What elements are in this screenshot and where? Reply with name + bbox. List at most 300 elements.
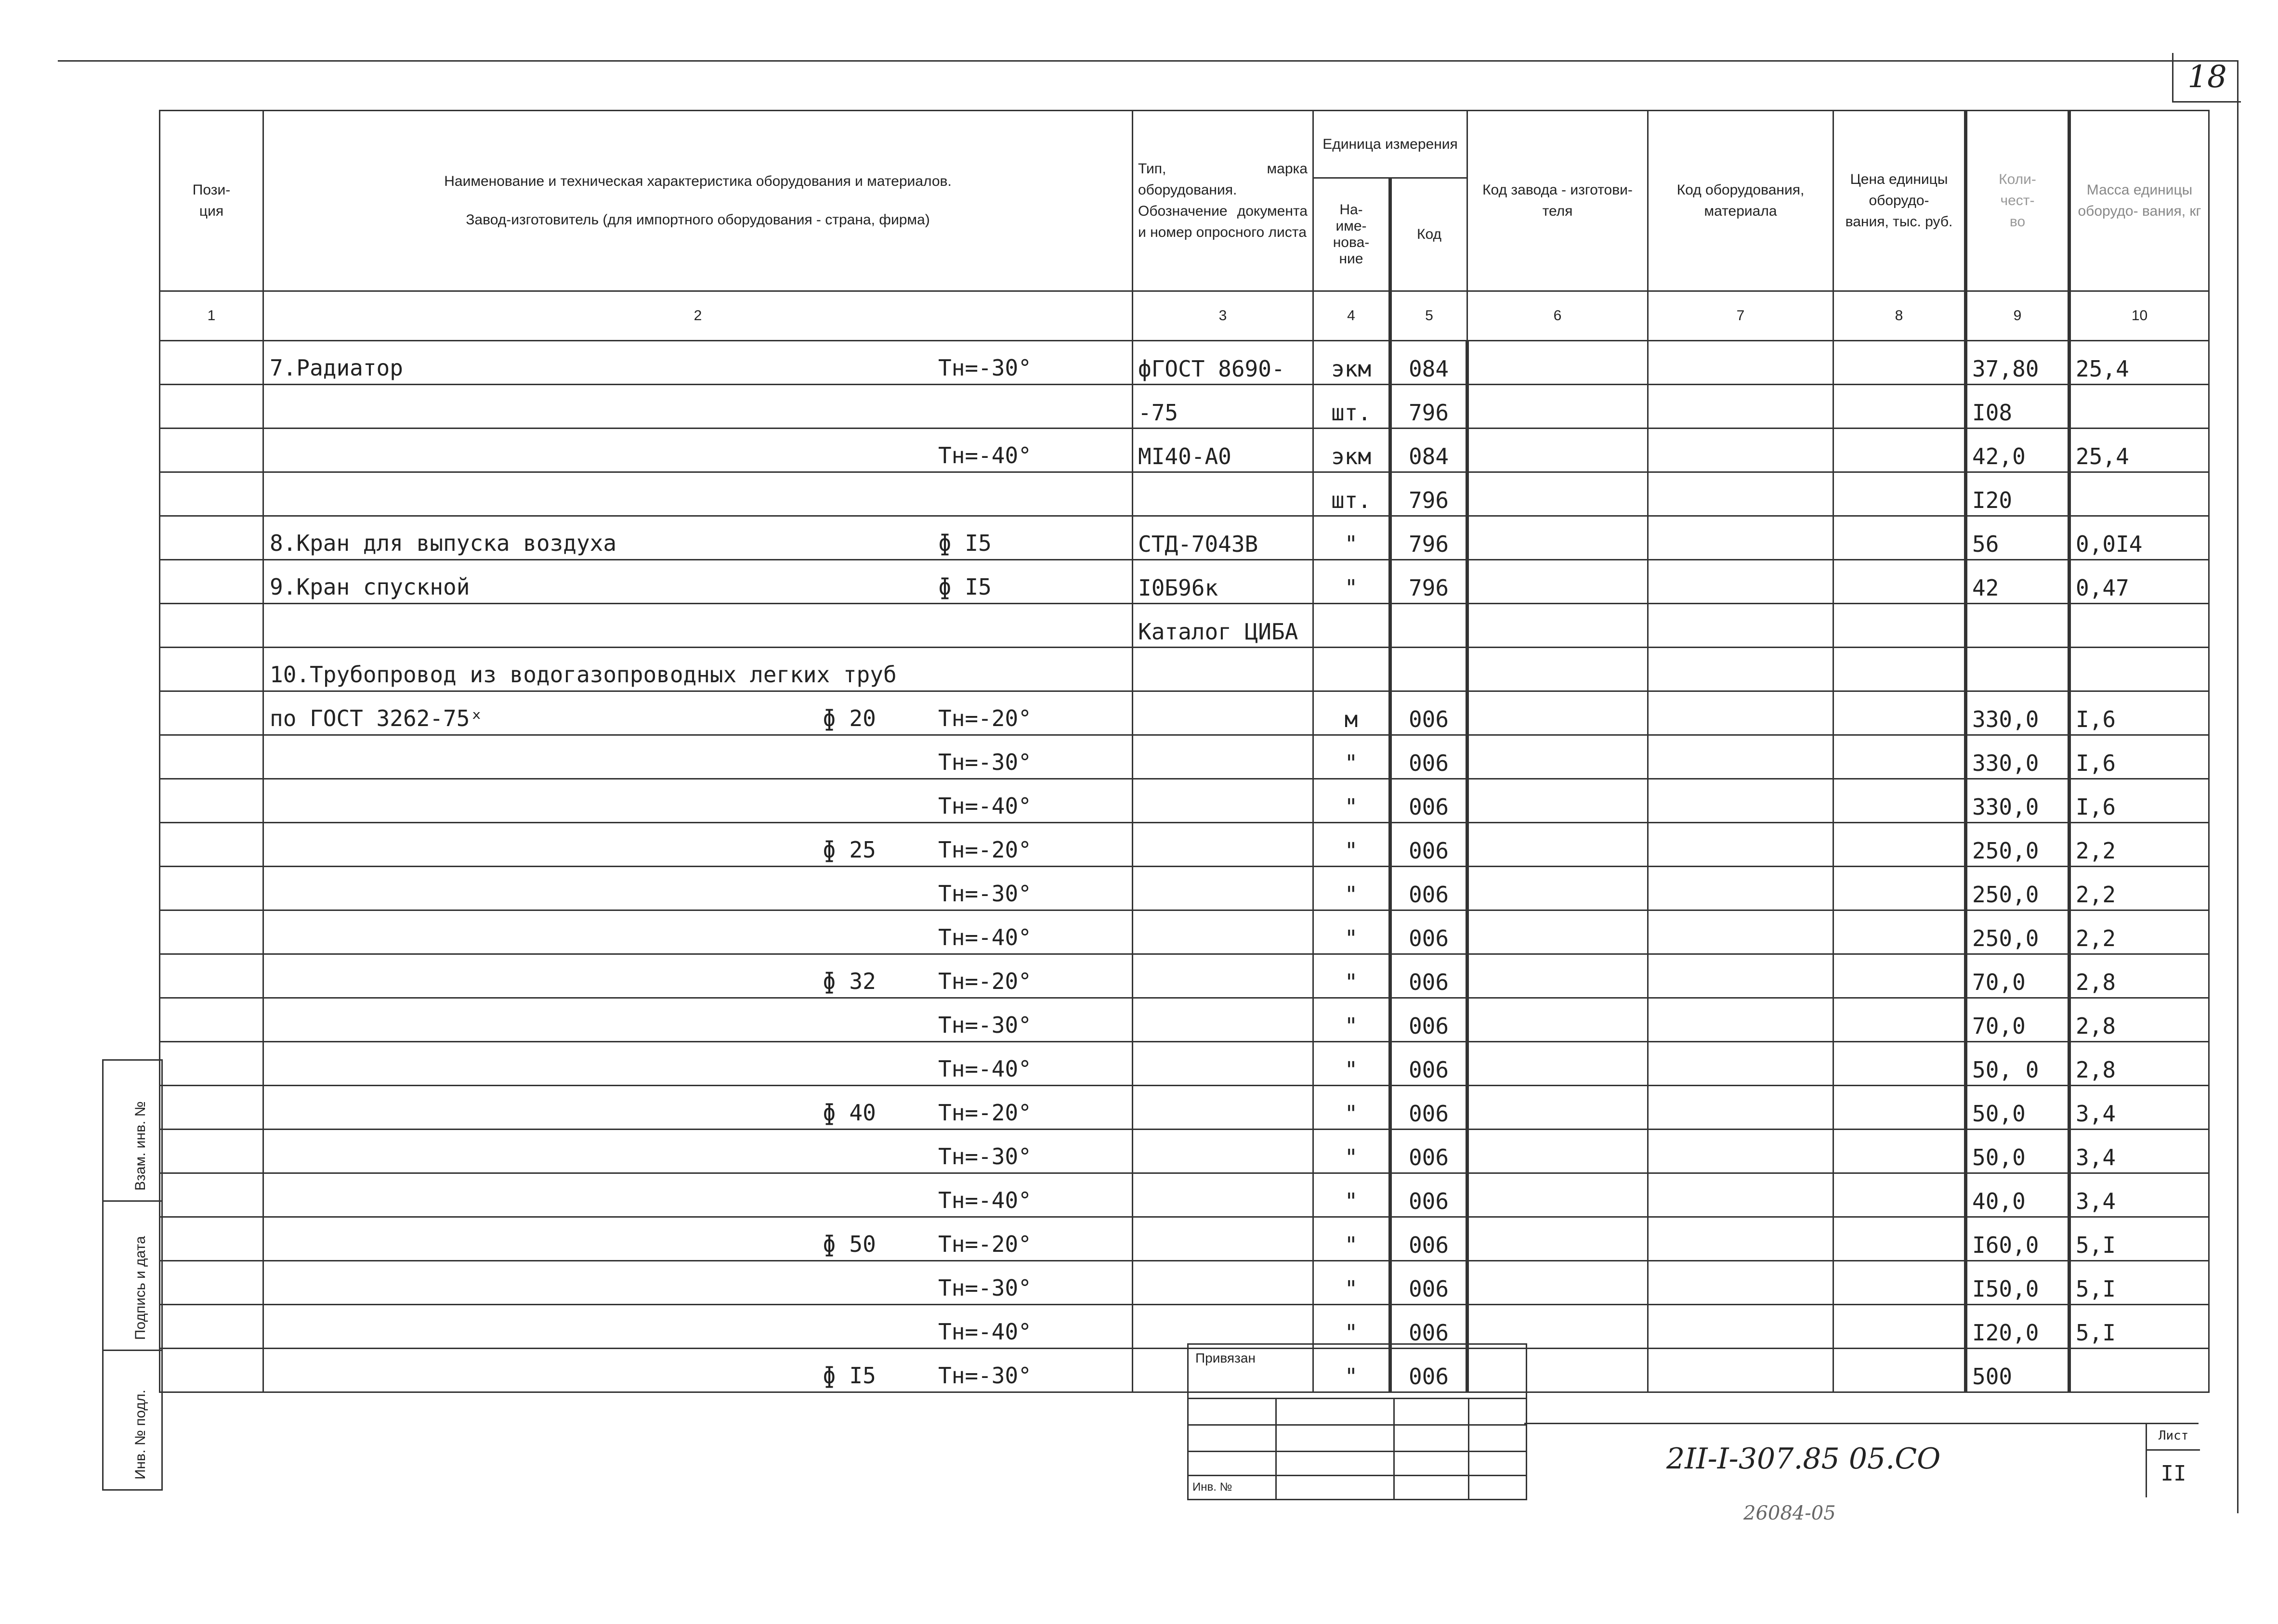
design-temperature: Тн=-20° — [938, 837, 1032, 863]
design-temperature: Тн=-30° — [938, 749, 1032, 775]
col-num: 8 — [1833, 291, 1966, 341]
mass-cell: 0,47 — [2069, 560, 2209, 604]
name-cell — [263, 998, 1133, 1042]
position-cell — [160, 1217, 263, 1261]
equipment-code-cell — [1648, 1042, 1833, 1086]
design-temperature: Тн=-30° — [938, 1275, 1032, 1301]
plant-code-cell — [1467, 429, 1648, 472]
position-cell — [160, 779, 263, 823]
equipment-code-cell — [1648, 604, 1833, 648]
position-cell — [160, 954, 263, 998]
table-row — [160, 1349, 2209, 1392]
quantity-cell: 42,0 — [1966, 429, 2069, 472]
quantity-cell: 70,0 — [1966, 998, 2069, 1042]
table-row — [160, 341, 2209, 385]
equipment-code-cell — [1648, 779, 1833, 823]
position-cell — [160, 1173, 263, 1217]
design-temperature: Тн=-30° — [938, 1012, 1032, 1038]
unit-cell: " — [1313, 1173, 1390, 1217]
unit-cell: " — [1313, 1086, 1390, 1130]
type-cell — [1133, 691, 1313, 735]
table-row — [160, 691, 2209, 735]
side-stamp — [102, 1059, 163, 1491]
position-cell — [160, 341, 263, 385]
quantity-cell: 330,0 — [1966, 735, 2069, 779]
type-cell — [1133, 867, 1313, 910]
price-cell — [1833, 954, 1966, 998]
type-cell — [1133, 1173, 1313, 1217]
plant-code-cell — [1467, 1130, 1648, 1173]
position-cell — [160, 472, 263, 516]
mass-cell: 2,8 — [2069, 954, 2209, 998]
diameter: ɸ 32 — [823, 968, 876, 994]
sheet-value: II — [2160, 1461, 2186, 1486]
name-cell — [263, 735, 1133, 779]
unit-cell: " — [1313, 735, 1390, 779]
unit-code-cell: 006 — [1390, 823, 1467, 867]
table-row — [160, 735, 2209, 779]
type-cell: фГОСТ 8690- — [1133, 341, 1313, 385]
unit-cell: " — [1313, 779, 1390, 823]
price-cell — [1833, 1305, 1966, 1349]
unit-cell: м — [1313, 691, 1390, 735]
plant-code-cell — [1467, 998, 1648, 1042]
price-cell — [1833, 1349, 1966, 1392]
table-row — [160, 867, 2209, 910]
quantity-cell: 42 — [1966, 560, 2069, 604]
side-label-replace: Взам. инв. № — [132, 1101, 148, 1191]
position-cell — [160, 1305, 263, 1349]
equipment-code-cell — [1648, 735, 1833, 779]
design-temperature: Тн=-40° — [938, 924, 1032, 950]
item-name: 10.Трубопровод из водогазопроводных легких труб — [270, 662, 897, 688]
unit-cell — [1313, 604, 1390, 648]
equipment-code-cell — [1648, 341, 1833, 385]
type-cell: I0Б96к — [1133, 560, 1313, 604]
unit-cell: " — [1313, 823, 1390, 867]
unit-code-cell: 006 — [1390, 779, 1467, 823]
unit-cell — [1313, 648, 1390, 691]
name-cell — [263, 604, 1133, 648]
plant-code-cell — [1467, 691, 1648, 735]
quantity-cell: I60,0 — [1966, 1217, 2069, 1261]
plant-code-cell — [1467, 472, 1648, 516]
stamp-title: Привязан — [1195, 1351, 1256, 1365]
unit-cell: экм — [1313, 341, 1390, 385]
design-temperature: Тн=-40° — [938, 1187, 1032, 1213]
table-row — [160, 910, 2209, 954]
design-temperature: Тн=-20° — [938, 968, 1032, 994]
name-cell — [263, 1217, 1133, 1261]
archive-number: 26084-05 — [1743, 1502, 1836, 1524]
type-cell — [1133, 910, 1313, 954]
price-cell — [1833, 823, 1966, 867]
diameter: ɸ 25 — [823, 837, 876, 863]
mass-cell: 3,4 — [2069, 1173, 2209, 1217]
price-cell — [1833, 1217, 1966, 1261]
unit-cell: " — [1313, 1217, 1390, 1261]
mass-cell: 5,I — [2069, 1305, 2209, 1349]
table-row — [160, 1086, 2209, 1130]
unit-code-cell: 796 — [1390, 560, 1467, 604]
name-cell — [263, 1042, 1133, 1086]
unit-cell: " — [1313, 1130, 1390, 1173]
equipment-code-cell — [1648, 867, 1833, 910]
position-cell — [160, 1349, 263, 1392]
price-cell — [1833, 429, 1966, 472]
quantity-cell: 330,0 — [1966, 691, 2069, 735]
name-cell — [263, 1130, 1133, 1173]
price-cell — [1833, 867, 1966, 910]
unit-code-cell: 006 — [1390, 910, 1467, 954]
header-unit-name: На- име- нова- ние — [1313, 178, 1390, 291]
price-cell — [1833, 779, 1966, 823]
table-row — [160, 648, 2209, 691]
plant-code-cell — [1467, 1261, 1648, 1305]
design-temperature: Тн=-40° — [938, 442, 1032, 468]
unit-code-cell: 006 — [1390, 1173, 1467, 1217]
quantity-cell: 70,0 — [1966, 954, 2069, 998]
plant-code-cell — [1467, 954, 1648, 998]
unit-cell: " — [1313, 516, 1390, 560]
item-name: 8.Кран для выпуска воздуха — [270, 530, 617, 556]
design-temperature: Тн=-30° — [938, 355, 1032, 381]
col-num: 7 — [1648, 291, 1833, 341]
unit-code-cell: 006 — [1390, 998, 1467, 1042]
unit-cell: шт. — [1313, 385, 1390, 429]
unit-code-cell: 006 — [1390, 735, 1467, 779]
position-cell — [160, 1261, 263, 1305]
design-temperature: Тн=-20° — [938, 1231, 1032, 1257]
price-cell — [1833, 341, 1966, 385]
name-cell — [263, 516, 1133, 560]
unit-cell: " — [1313, 1349, 1390, 1392]
equipment-code-cell — [1648, 954, 1833, 998]
type-cell: СТД-7043В — [1133, 516, 1313, 560]
equipment-code-cell — [1648, 1173, 1833, 1217]
plant-code-cell — [1467, 910, 1648, 954]
item-name: 7.Радиатор — [270, 355, 403, 381]
plant-code-cell — [1467, 341, 1648, 385]
name-cell — [263, 429, 1133, 472]
position-cell — [160, 910, 263, 954]
name-cell — [263, 867, 1133, 910]
header-quantity: Коли- чест- во — [1966, 111, 2069, 291]
stamp-inv: Инв. № — [1192, 1481, 1232, 1494]
price-cell — [1833, 1086, 1966, 1130]
name-cell — [263, 385, 1133, 429]
unit-cell: " — [1313, 1261, 1390, 1305]
table-row — [160, 1042, 2209, 1086]
type-cell — [1133, 1305, 1313, 1349]
unit-code-cell: 006 — [1390, 1130, 1467, 1173]
unit-cell: " — [1313, 867, 1390, 910]
unit-code-cell: 006 — [1390, 691, 1467, 735]
plant-code-cell — [1467, 560, 1648, 604]
diameter: ɸ 20 — [823, 705, 876, 731]
position-cell — [160, 1130, 263, 1173]
mass-cell: I,6 — [2069, 735, 2209, 779]
header-price: Цена единицы оборудо- вания, тыс. руб. — [1833, 111, 1966, 291]
type-cell — [1133, 1130, 1313, 1173]
equipment-code-cell — [1648, 1086, 1833, 1130]
plant-code-cell — [1467, 1217, 1648, 1261]
type-cell — [1133, 648, 1313, 691]
mass-cell: I,6 — [2069, 779, 2209, 823]
type-cell — [1133, 954, 1313, 998]
col-num: 10 — [2069, 291, 2209, 341]
mass-cell — [2069, 472, 2209, 516]
diameter: ɸ 50 — [823, 1231, 876, 1257]
price-cell — [1833, 385, 1966, 429]
unit-code-cell: 006 — [1390, 954, 1467, 998]
plant-code-cell — [1467, 648, 1648, 691]
position-cell — [160, 867, 263, 910]
unit-code-cell: 006 — [1390, 1349, 1467, 1392]
unit-code-cell: 084 — [1390, 429, 1467, 472]
specification-table — [159, 110, 2210, 1393]
equipment-code-cell — [1648, 1130, 1833, 1173]
header-name: Наименование и техническая характеристика оборудования и материалов. Завод-изготовитель (для импортного оборудования - страна, фирма) — [263, 111, 1133, 291]
price-cell — [1833, 560, 1966, 604]
table-row — [160, 998, 2209, 1042]
unit-cell: " — [1313, 954, 1390, 998]
unit-cell: экм — [1313, 429, 1390, 472]
type-cell — [1133, 1261, 1313, 1305]
quantity-cell: 330,0 — [1966, 779, 2069, 823]
plant-code-cell — [1467, 604, 1648, 648]
table-row — [160, 472, 2209, 516]
header-plant-code: Код завода - изготови- теля — [1467, 111, 1648, 291]
col-num: 2 — [263, 291, 1133, 341]
unit-cell: " — [1313, 560, 1390, 604]
name-cell — [263, 691, 1133, 735]
plant-code-cell — [1467, 1086, 1648, 1130]
table-row — [160, 1173, 2209, 1217]
type-cell: Каталог ЦИБА — [1133, 604, 1313, 648]
mass-cell: 2,2 — [2069, 823, 2209, 867]
table-row — [160, 823, 2209, 867]
price-cell — [1833, 472, 1966, 516]
name-cell — [263, 472, 1133, 516]
quantity-cell: 250,0 — [1966, 910, 2069, 954]
design-temperature: Тн=-40° — [938, 1056, 1032, 1082]
table-row — [160, 779, 2209, 823]
quantity-cell: 250,0 — [1966, 867, 2069, 910]
equipment-code-cell — [1648, 385, 1833, 429]
equipment-code-cell — [1648, 1305, 1833, 1349]
quantity-cell: I20 — [1966, 472, 2069, 516]
mass-cell: 3,4 — [2069, 1130, 2209, 1173]
position-cell — [160, 516, 263, 560]
position-cell — [160, 998, 263, 1042]
position-cell — [160, 429, 263, 472]
quantity-cell: 50,0 — [1966, 1130, 2069, 1173]
equipment-code-cell — [1648, 560, 1833, 604]
header-position: Пози- ция — [160, 111, 263, 291]
table-row — [160, 604, 2209, 648]
design-temperature: Тн=-40° — [938, 1319, 1032, 1345]
quantity-cell: 50, 0 — [1966, 1042, 2069, 1086]
diameter: ɸ 40 — [823, 1100, 876, 1126]
header-mass: Масса единицы оборудо- вания, кг — [2069, 111, 2209, 291]
table-row — [160, 560, 2209, 604]
equipment-code-cell — [1648, 429, 1833, 472]
item-name: 9.Кран спускной — [270, 574, 470, 600]
name-cell — [263, 1305, 1133, 1349]
diameter: ɸ I5 — [823, 1363, 876, 1389]
mass-cell — [2069, 1349, 2209, 1392]
col-num: 3 — [1133, 291, 1313, 341]
name-cell — [263, 954, 1133, 998]
price-cell — [1833, 516, 1966, 560]
position-cell — [160, 735, 263, 779]
item-name: по ГОСТ 3262-75ˣ — [270, 705, 484, 731]
mass-cell — [2069, 604, 2209, 648]
table-row — [160, 1261, 2209, 1305]
unit-code-cell: 006 — [1390, 867, 1467, 910]
quantity-cell: I20,0 — [1966, 1305, 2069, 1349]
table-row — [160, 385, 2209, 429]
position-cell — [160, 560, 263, 604]
name-cell — [263, 648, 1133, 691]
quantity-cell: I50,0 — [1966, 1261, 2069, 1305]
unit-code-cell: 006 — [1390, 1217, 1467, 1261]
type-cell — [1133, 998, 1313, 1042]
table-row — [160, 429, 2209, 472]
table-row — [160, 1305, 2209, 1349]
quantity-cell: 50,0 — [1966, 1086, 2069, 1130]
price-cell — [1833, 998, 1966, 1042]
unit-code-cell: 084 — [1390, 341, 1467, 385]
plant-code-cell — [1467, 516, 1648, 560]
unit-code-cell — [1390, 604, 1467, 648]
unit-cell: шт. — [1313, 472, 1390, 516]
plant-code-cell — [1467, 1042, 1648, 1086]
equipment-code-cell — [1648, 1349, 1833, 1392]
table-row — [160, 954, 2209, 998]
mass-cell — [2069, 385, 2209, 429]
quantity-cell: I08 — [1966, 385, 2069, 429]
price-cell — [1833, 1173, 1966, 1217]
type-cell: МI40-А0 — [1133, 429, 1313, 472]
mass-cell: 2,2 — [2069, 867, 2209, 910]
mass-cell: 5,I — [2069, 1261, 2209, 1305]
position-cell — [160, 648, 263, 691]
plant-code-cell — [1467, 385, 1648, 429]
unit-code-cell: 796 — [1390, 385, 1467, 429]
plant-code-cell — [1467, 867, 1648, 910]
type-cell: -75 — [1133, 385, 1313, 429]
equipment-code-cell — [1648, 910, 1833, 954]
position-cell — [160, 385, 263, 429]
type-cell — [1133, 779, 1313, 823]
type-cell — [1133, 1086, 1313, 1130]
table-row — [160, 516, 2209, 560]
equipment-code-cell — [1648, 823, 1833, 867]
mass-cell: 25,4 — [2069, 341, 2209, 385]
col-num: 1 — [160, 291, 263, 341]
side-label-signature: Подпись и дата — [132, 1236, 148, 1340]
plant-code-cell — [1467, 1305, 1648, 1349]
document-code: 2II-I-307.85 05.СО — [1666, 1442, 1941, 1476]
unit-code-cell: 006 — [1390, 1261, 1467, 1305]
col-num: 4 — [1313, 291, 1390, 341]
unit-code-cell — [1390, 648, 1467, 691]
name-cell — [263, 779, 1133, 823]
header-unit-code: Код — [1390, 178, 1467, 291]
design-temperature: Тн=-30° — [938, 1143, 1032, 1169]
name-cell — [263, 910, 1133, 954]
plant-code-cell — [1467, 735, 1648, 779]
position-cell — [160, 1042, 263, 1086]
unit-code-cell: 796 — [1390, 516, 1467, 560]
col-num: 5 — [1390, 291, 1467, 341]
position-cell — [160, 691, 263, 735]
mass-cell: 3,4 — [2069, 1086, 2209, 1130]
col-num: 6 — [1467, 291, 1648, 341]
equipment-code-cell — [1648, 998, 1833, 1042]
name-cell — [263, 1349, 1133, 1392]
header-type: Тип, марка оборудования. Обозначение документа и номер опросного листа — [1133, 111, 1313, 291]
equipment-code-cell — [1648, 472, 1833, 516]
mass-cell — [2069, 648, 2209, 691]
position-cell — [160, 1086, 263, 1130]
header-unit: Единица измерения — [1313, 111, 1467, 178]
mass-cell: 2,2 — [2069, 910, 2209, 954]
sheet-label: Лист — [2147, 1423, 2200, 1451]
price-cell — [1833, 1042, 1966, 1086]
design-temperature: Тн=-20° — [938, 1100, 1032, 1126]
mass-cell: 25,4 — [2069, 429, 2209, 472]
equipment-code-cell — [1648, 1261, 1833, 1305]
unit-cell: " — [1313, 998, 1390, 1042]
mass-cell: 2,8 — [2069, 998, 2209, 1042]
type-cell — [1133, 1042, 1313, 1086]
price-cell — [1833, 735, 1966, 779]
equipment-code-cell — [1648, 691, 1833, 735]
type-cell — [1133, 823, 1313, 867]
quantity-cell: 250,0 — [1966, 823, 2069, 867]
name-cell — [263, 1086, 1133, 1130]
unit-cell: " — [1313, 1042, 1390, 1086]
plant-code-cell — [1467, 1173, 1648, 1217]
design-temperature: ɸ I5 — [938, 574, 992, 600]
design-temperature: ɸ I5 — [938, 530, 992, 556]
unit-code-cell: 006 — [1390, 1305, 1467, 1349]
side-label-inv: Инв. № подл. — [132, 1390, 148, 1480]
price-cell — [1833, 1261, 1966, 1305]
position-cell — [160, 823, 263, 867]
quantity-cell — [1966, 604, 2069, 648]
unit-cell: " — [1313, 1305, 1390, 1349]
table-row — [160, 1217, 2209, 1261]
plant-code-cell — [1467, 779, 1648, 823]
price-cell — [1833, 604, 1966, 648]
mass-cell: I,6 — [2069, 691, 2209, 735]
type-cell — [1133, 472, 1313, 516]
price-cell — [1833, 691, 1966, 735]
type-cell — [1133, 1217, 1313, 1261]
design-temperature: Тн=-40° — [938, 793, 1032, 819]
unit-code-cell: 796 — [1390, 472, 1467, 516]
plant-code-cell — [1467, 823, 1648, 867]
unit-cell: " — [1313, 910, 1390, 954]
price-cell — [1833, 648, 1966, 691]
name-cell — [263, 341, 1133, 385]
header-equipment-code: Код оборудования, материала — [1648, 111, 1833, 291]
equipment-code-cell — [1648, 1217, 1833, 1261]
